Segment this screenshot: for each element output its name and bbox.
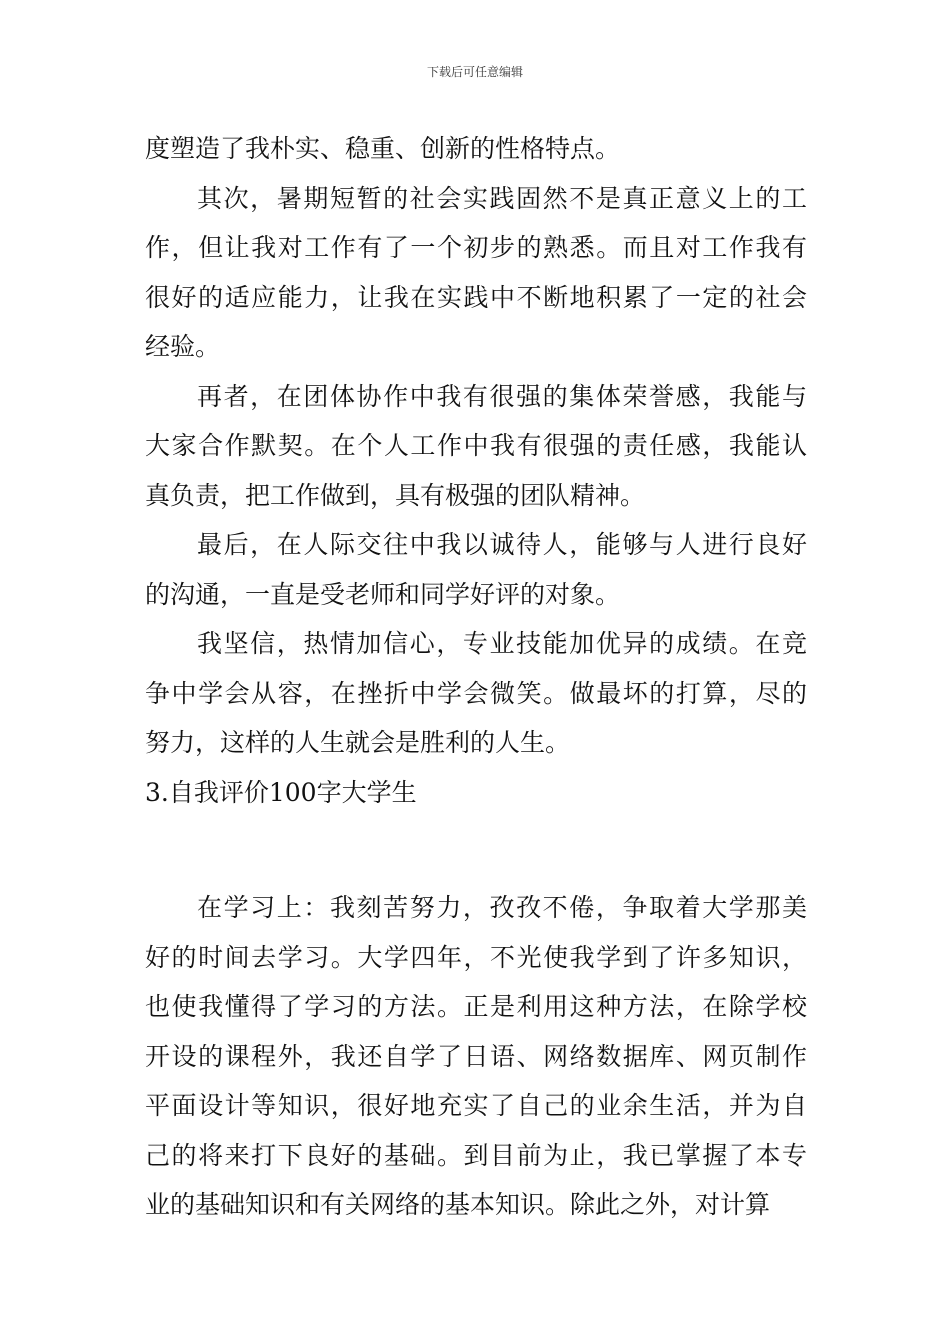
- text-line: 大家合作默契。在个人工作中我有很强的责任感，我能认: [145, 431, 807, 460]
- text-line: 好的时间去学习。大学四年，不光使我学到了许多知识，: [145, 942, 807, 972]
- text-line: 业的基础知识和有关网络的基本知识。除此之外，对计算: [145, 1190, 771, 1219]
- paragraph: [145, 619, 807, 768]
- text-line: 真负责，把工作做到，具有极强的团队精神。: [145, 480, 646, 510]
- paragraph: [145, 124, 807, 174]
- text-line: 再者，在团体协作中我有很强的集体荣誉感，我能与: [197, 381, 807, 411]
- text-line: 最后，在人际交往中我以诚待人，能够与人进行良好: [197, 530, 807, 559]
- text-line: 度塑造了我朴实、稳重、创新的性格特点。: [145, 134, 621, 163]
- text-line: 在学习上：我刻苦努力，孜孜不倦，争取着大学那美: [197, 893, 807, 922]
- section-gap: [145, 817, 807, 883]
- text-line: 己的将来打下良好的基础。到目前为止，我已掌握了本专: [145, 1140, 807, 1170]
- paragraphs-top: [145, 124, 807, 768]
- paragraph: [145, 174, 807, 372]
- paragraphs-bottom: [145, 883, 807, 1230]
- text-line: 很好的适应能力，让我在实践中不断地积累了一定的社会: [145, 282, 807, 312]
- paragraph: [145, 520, 807, 619]
- paragraph: [145, 372, 807, 521]
- text-line: 经验。: [145, 332, 221, 361]
- text-line: 的沟通，一直是受老师和同学好评的对象。: [145, 579, 621, 609]
- document-body: [145, 124, 807, 1230]
- page-header: 下载后可任意编辑: [426, 65, 523, 79]
- text-line: 努力，这样的人生就会是胜利的人生。: [145, 728, 571, 757]
- text-line: 其次，暑期短暂的社会实践固然不是真正意义上的工: [197, 183, 807, 213]
- paragraph: [145, 883, 807, 1230]
- text-line: 我坚信，热情加信心，专业技能加优异的成绩。在竞: [197, 629, 807, 658]
- text-line: 也使我懂得了学习的方法。正是利用这种方法，在除学校: [145, 992, 807, 1021]
- text-line: 开设的课程外，我还自学了日语、网络数据库、网页制作: [145, 1041, 807, 1071]
- text-line: 争中学会从容，在挫折中学会微笑。做最坏的打算，尽的: [145, 678, 807, 708]
- text-line: 平面设计等知识，很好地充实了自己的业余生活，并为自: [145, 1091, 807, 1120]
- text-line: 作，但让我对工作有了一个初步的熟悉。而且对工作我有: [145, 233, 807, 262]
- section-heading: 3.自我评价100字大学生: [145, 777, 417, 807]
